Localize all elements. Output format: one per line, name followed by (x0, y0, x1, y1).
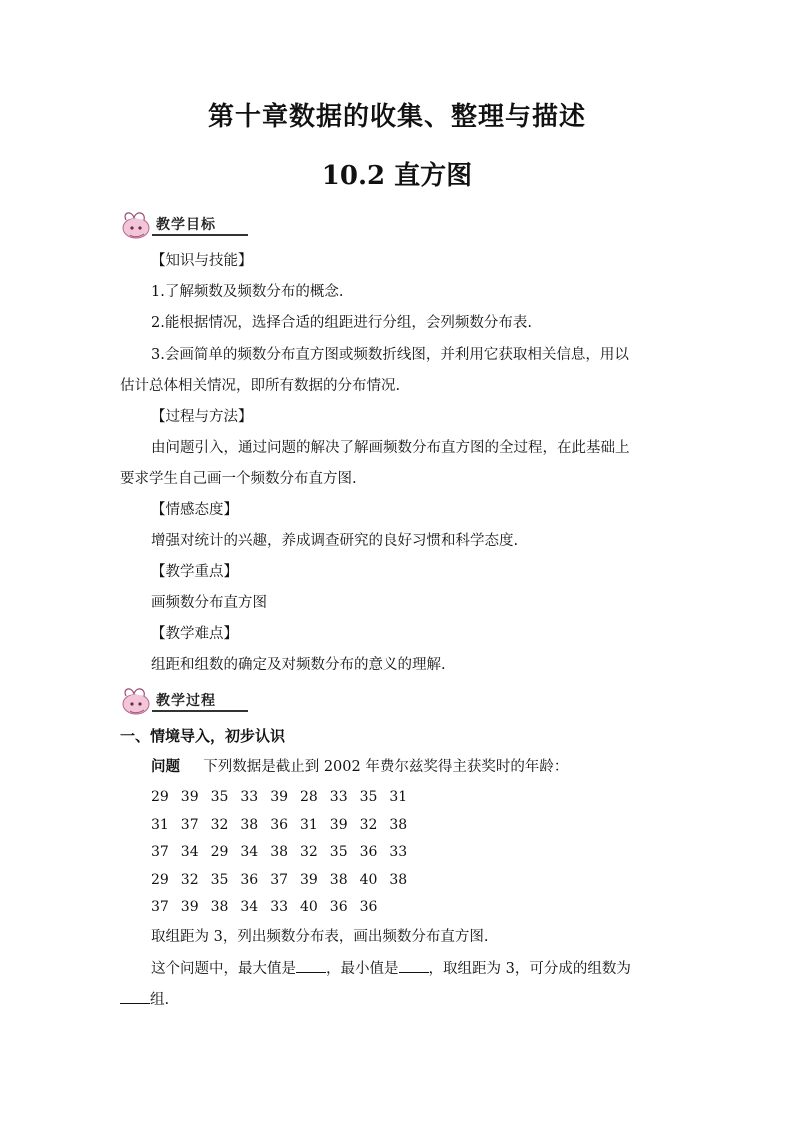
process-method-label: 【过程与方法】 (151, 409, 253, 425)
part1-title: 一、情境导入，初步认识 (120, 727, 286, 745)
data-cell: 36 (270, 816, 289, 833)
data-cell: 36 (329, 899, 348, 916)
data-cell: 33 (240, 789, 259, 805)
blank-min[interactable] (399, 958, 429, 973)
fill-text: ，取组距为 3，可分成的组数为 (428, 961, 631, 977)
data-cell: 36 (359, 844, 378, 861)
blank-groups[interactable] (120, 989, 150, 1004)
data-cell: 38 (389, 816, 408, 833)
data-cell: 33 (329, 789, 348, 805)
question-text: 下列数据是截止到 2002 年费尔兹奖得主获奖时的年龄： (203, 759, 569, 775)
data-cell: 36 (240, 871, 259, 888)
fill-text: 组. (150, 992, 170, 1008)
knowledge-item: 1.了解频数及频数分布的概念. (151, 284, 344, 300)
data-cell: 33 (270, 899, 289, 916)
data-cell: 39 (270, 789, 289, 805)
difficulty-text: 组距和组数的确定及对频数分布的意义的理解. (151, 657, 446, 673)
section-heading-label: 教学目标 (156, 217, 216, 233)
badge-icon (118, 684, 156, 718)
heading-underline (152, 234, 248, 236)
fill-text: ，最小值是 (326, 961, 399, 977)
fill-text: 这个问题中，最大值是 (151, 961, 296, 977)
data-cell: 31 (300, 816, 318, 833)
data-cell: 33 (389, 844, 408, 861)
question-line (151, 757, 568, 777)
badge-icon (118, 208, 156, 242)
data-cell: 36 (359, 899, 378, 916)
data-cell: 32 (300, 844, 318, 861)
section-heading-label: 教学过程 (156, 693, 216, 709)
data-cell: 34 (240, 844, 259, 861)
heading-underline (152, 710, 248, 712)
teaching-process-heading (118, 684, 248, 718)
data-cell: 29 (151, 871, 169, 888)
emotion-text: 增强对统计的兴趣，养成调查研究的良好习惯和科学态度. (151, 533, 519, 549)
key-point-label: 【教学重点】 (151, 564, 238, 580)
section-title: 10.2 直方图 (321, 161, 473, 191)
data-cell: 28 (300, 789, 318, 805)
chapter-title: 第十章数据的收集、整理与描述 (207, 102, 586, 132)
question-label: 问题 (151, 759, 180, 775)
data-cell: 37 (151, 899, 169, 916)
difficulty-label: 【教学难点】 (151, 626, 238, 642)
data-cell: 34 (240, 899, 259, 916)
data-cell: 31 (151, 816, 169, 833)
data-cell: 29 (151, 789, 169, 805)
data-cell: 39 (300, 871, 318, 888)
knowledge-label: 【知识与技能】 (151, 253, 253, 269)
data-cell: 35 (210, 871, 229, 888)
emotion-label: 【情感态度】 (151, 502, 238, 518)
teaching-goals-heading (118, 208, 248, 242)
data-cell: 35 (210, 789, 229, 805)
task-text: 取组距为 3，列出频数分布表，画出频数分布直方图. (151, 929, 489, 945)
key-point-text: 画频数分布直方图 (151, 595, 267, 611)
data-cell: 35 (329, 844, 348, 861)
data-cell: 32 (180, 871, 199, 888)
knowledge-item: 3.会画简单的频数分布直方图或频数折线图，并利用它获取相关信息，用以 (151, 347, 629, 363)
data-cell: 31 (389, 789, 408, 805)
data-cell: 38 (389, 871, 408, 888)
knowledge-item: 2.能根据情况，选择合适的组距进行分组，会列频数分布表. (151, 315, 532, 331)
process-method-text: 由问题引入，通过问题的解决了解画频数分布直方图的全过程，在此基础上 (151, 440, 630, 456)
knowledge-item-cont: 估计总体相关情况，即所有数据的分布情况. (120, 378, 401, 394)
data-cell: 34 (180, 844, 199, 861)
data-cell: 38 (210, 899, 229, 916)
data-cell: 40 (300, 899, 318, 916)
data-cell: 32 (359, 816, 378, 833)
data-cell: 37 (180, 816, 199, 833)
data-cell: 40 (359, 871, 378, 888)
data-cell: 37 (151, 844, 169, 861)
data-cell: 38 (270, 844, 289, 861)
data-cell: 39 (329, 816, 348, 833)
fill-question-cont (120, 989, 169, 1010)
data-cell: 37 (270, 871, 289, 888)
blank-max[interactable] (296, 958, 326, 973)
process-method-text-cont: 要求学生自己画一个频数分布直方图. (120, 471, 357, 487)
fill-question (151, 958, 631, 979)
data-cell: 29 (210, 844, 229, 861)
data-cell: 32 (210, 816, 229, 833)
data-cell: 38 (329, 871, 348, 888)
data-cell: 39 (180, 899, 199, 916)
data-cell: 38 (240, 816, 259, 833)
data-cell: 39 (180, 789, 199, 805)
data-cell: 35 (359, 789, 378, 805)
